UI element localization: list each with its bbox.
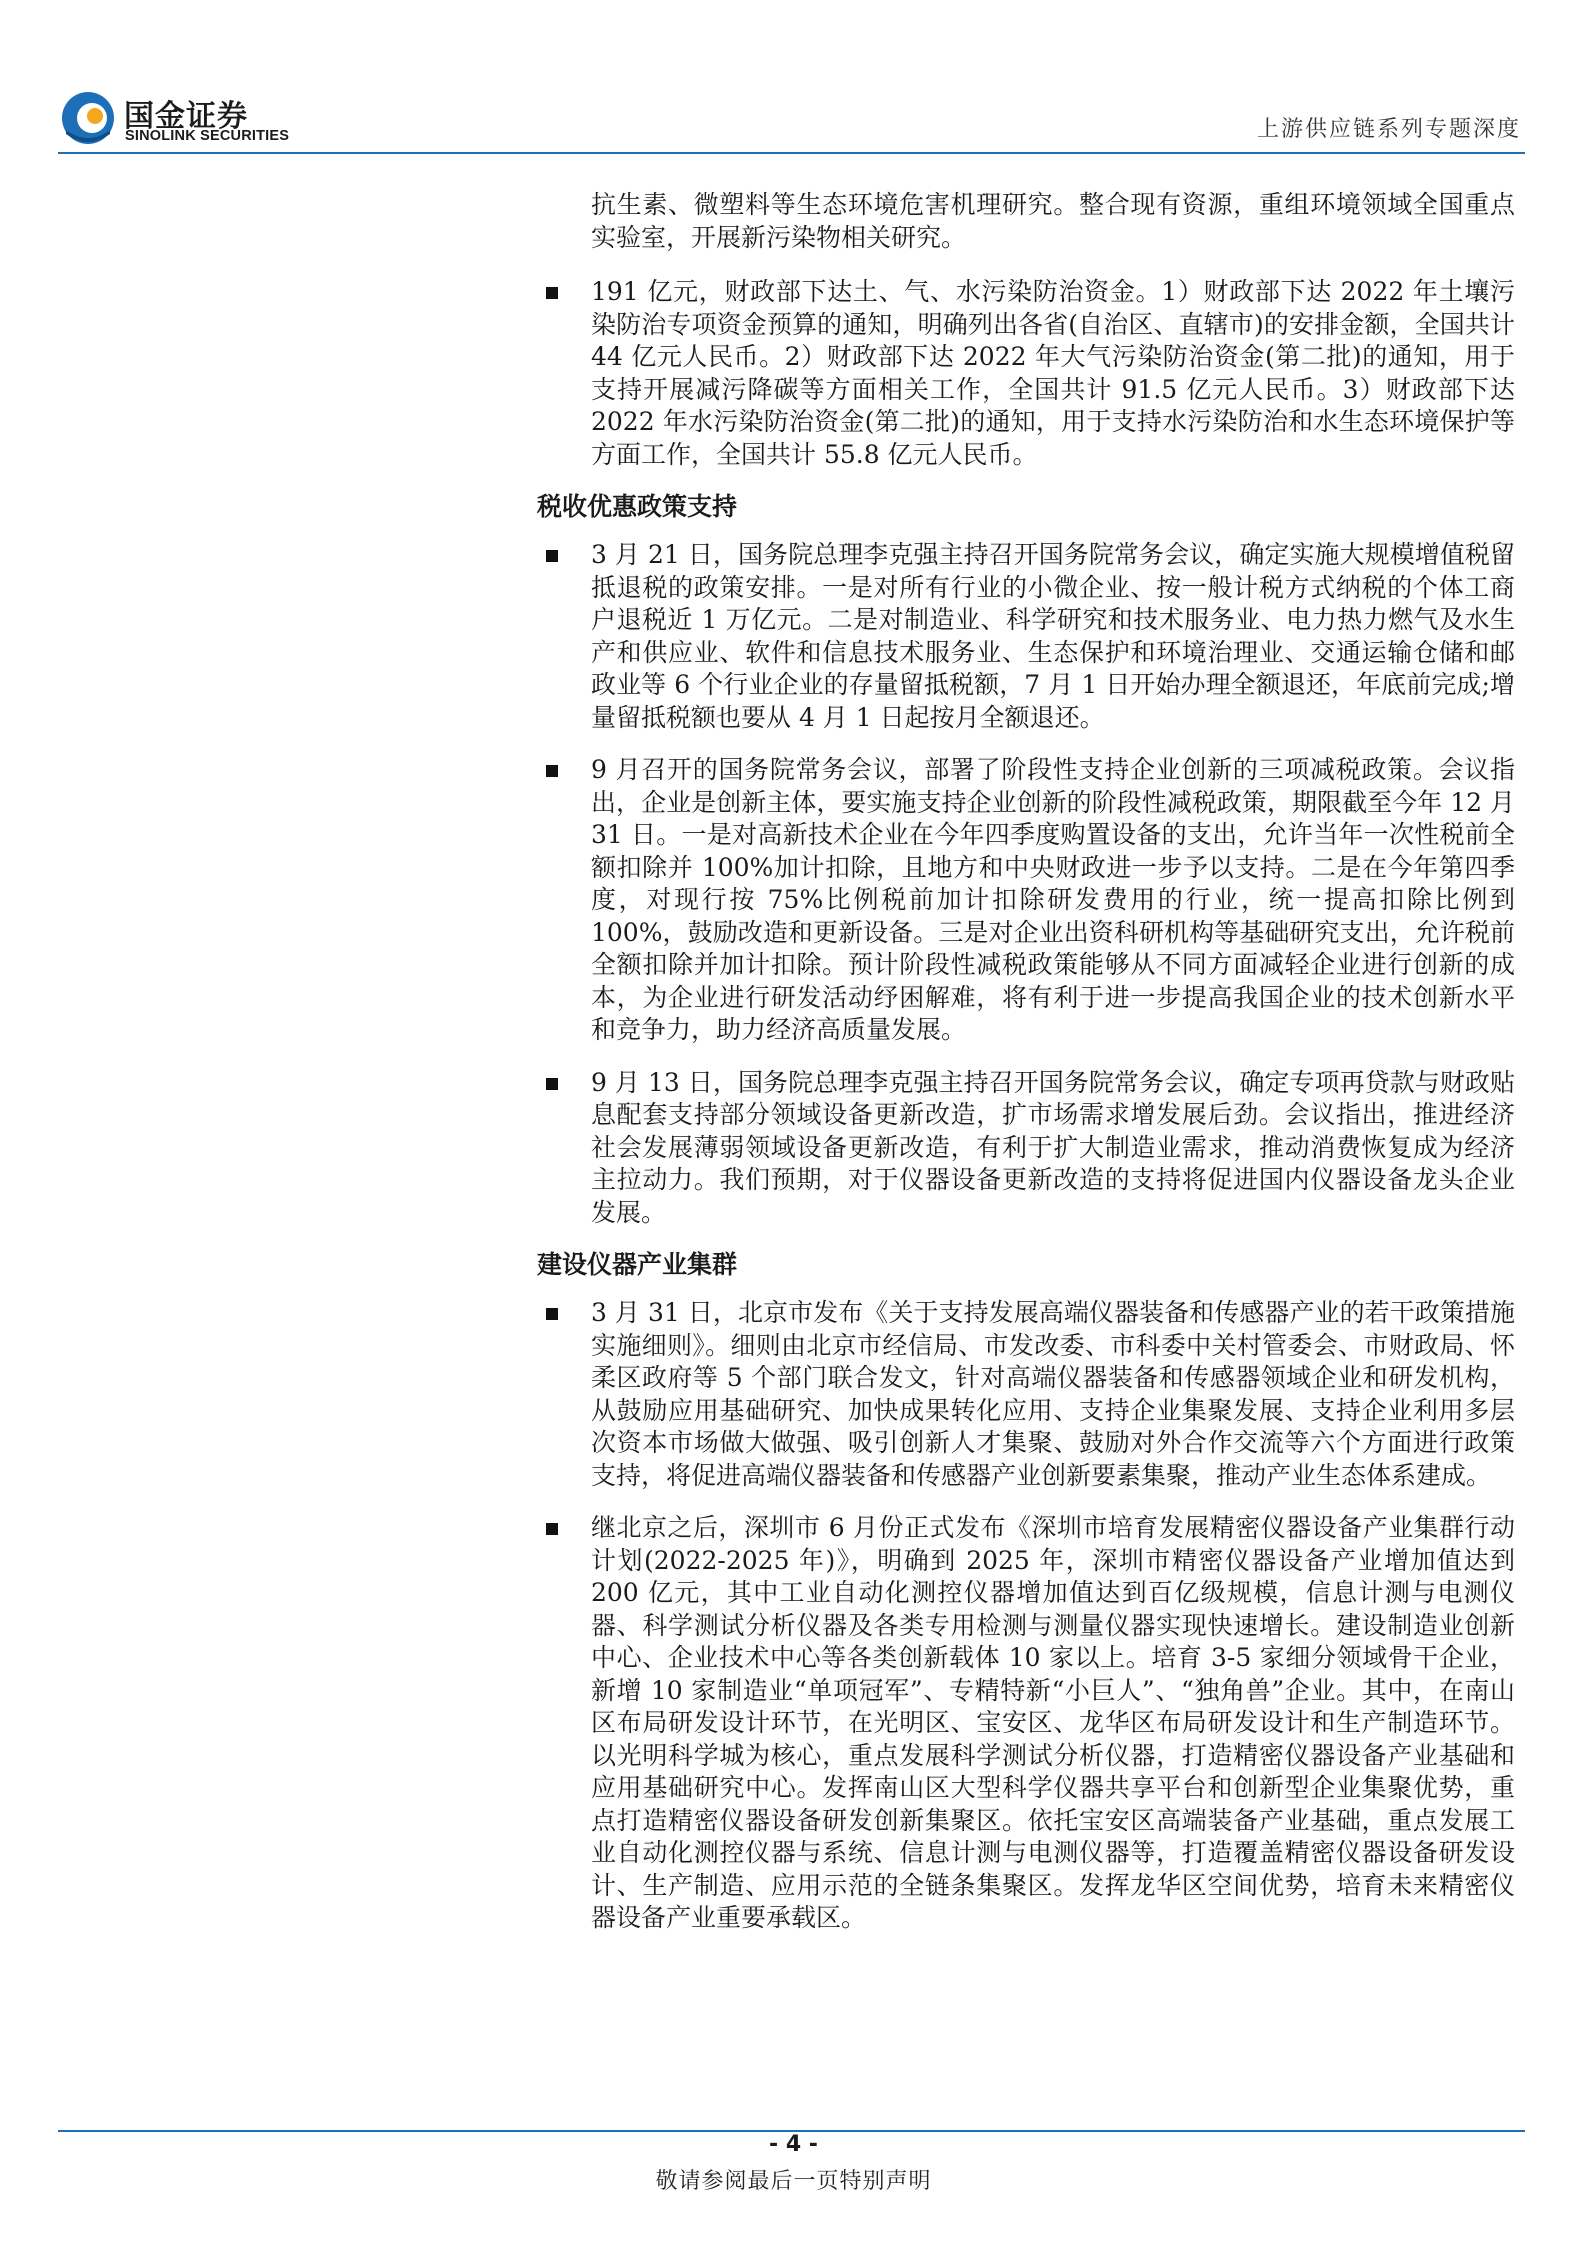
bullet-square-icon [546,1078,558,1090]
bullet-square-icon [546,765,558,777]
continued-paragraph: 抗生素、微塑料等生态环境危害机理研究。整合现有资源，重组环境领域全国重点实验室，开展新污染物相关研究。 [591,190,1515,252]
bullet-square-icon [546,1308,558,1320]
list-item-text: 9 月召开的国务院常务会议，部署了阶段性支持企业创新的三项减税政策。会议指出，企业是创新主体，要实施支持企业创新的阶段性减税政策，期限截至今年 12 月 31 日。一是对高新技术企业在今年四季度购置设备的支出，允许当年一次性税前全额扣除并 100%加计扣除，且地方和中央财政进一步予以支持。二是在今年第四季度，对现行按 75%比例税前加计扣除研发费用的行业，统一提高扣除比例到 100%，鼓励改造和更新设备。三是对企业出资科研机构等基础研究支出，允许税前全额扣除并加计扣除。预计阶段性减税政策能够从不同方面减轻企业进行创新的成本，为企业进行研发活动纾困解难，将有利于进一步提高我国企业的技术创新水平和竞争力，助力经济高质量发展。 [591,755,1515,1044]
list-item [535,1067,1515,1230]
page-header [58,88,1525,158]
sinolink-logo-icon [60,90,116,146]
list-item-text: 9 月 13 日，国务院总理李克强主持召开国务院常务会议，确定专项再贷款与财政贴息配套支持部分领域设备更新改造，扩市场需求增发展后劲。会议指出，推进经济社会发展薄弱领域设备更新改造，有利于扩大制造业需求，推动消费恢复成为经济主拉动力。我们预期，对于仪器设备更新改造的支持将促进国内仪器设备龙头企业发展。 [591,1067,1515,1227]
report-body [535,188,1515,1935]
page-number: - 4 - [769,2132,818,2157]
section-heading-cluster: 建设仪器产业集群 [537,1250,738,1279]
section-heading-tax: 税收优惠政策支持 [537,492,738,521]
company-logo [60,90,290,148]
logo-english-name: SINOLINK SECURITIES [125,128,290,144]
list-item-text: 191 亿元，财政部下达土、气、水污染防治资金。1）财政部下达 2022 年土壤污染防治专项资金预算的通知，明确列出各省(自治区、直辖市)的安排金额，全国共计 44 亿元人民币。2）财政部下达 2022 年大气污染防治资金(第二批)的通知，用于支持开展减污降碳等方面相关工作，全国共计 91.5 亿元人民币。3）财政部下达 2022 年水污染防治资金(第二批)的通知，用于支持水污染防治和水生态环境保护等方面工作，全国共计 55.8 亿元人民币。 [591,277,1515,469]
logo-chinese-name: 国金证券 [124,99,248,134]
report-series-title: 上游供应链系列专题深度 [1256,117,1521,142]
bullet-square-icon [546,287,558,299]
list-item [535,539,1515,734]
bullet-square-icon [546,550,558,562]
list-item-text: 3 月 21 日，国务院总理李克强主持召开国务院常务会议，确定实施大规模增值税留抵退税的政策安排。一是对所有行业的小微企业、按一般计税方式纳税的个体工商户退税近 1 万亿元。二是对制造业、科学研究和技术服务业、电力热力燃气及水生产和供应业、软件和信息技术服务业、生态保护和环境治理业、交通运输仓储和邮政业等 6 个行业企业的存量留抵税额，7 月 1 日开始办理全额退还，年底前完成;增量留抵税额也要从 4 月 1 日起按月全额退还。 [591,540,1515,732]
list-item-text: 3 月 31 日，北京市发布《关于支持发展高端仪器装备和传感器产业的若干政策措施实施细则》。细则由北京市经信局、市发改委、市科委中关村管委会、市财政局、怀柔区政府等 5 个部门联合发文，针对高端仪器装备和传感器领域企业和研发机构，从鼓励应用基础研究、加快成果转化应用、支持企业集聚发展、支持企业利用多层次资本市场做大做强、吸引创新人才集聚、鼓励对外合作交流等六个方面进行政策支持，将促进高端仪器装备和传感器产业创新要素集聚，推动产业生态体系建成。 [591,1298,1515,1490]
footer-disclaimer: 敬请参阅最后一页特别声明 [655,2169,932,2194]
header-divider [58,152,1525,154]
list-item [535,1512,1515,1935]
list-item [535,276,1515,471]
list-item [535,754,1515,1047]
list-item [535,1297,1515,1492]
list-item-text: 继北京之后，深圳市 6 月份正式发布《深圳市培育发展精密仪器设备产业集群行动计划(2022-2025 年)》，明确到 2025 年，深圳市精密仪器设备产业增加值达到 200 亿元，其中工业自动化测控仪器增加值达到百亿级规模，信息计测与电测仪器、科学测试分析仪器及各类专用检测与测量仪器实现快速增长。建设制造业创新中心、企业技术中心等各类创新载体 10 家以上。培育 3-5 家细分领域骨干企业，新增 10 家制造业“单项冠军”、专精特新“小巨人”、“独角兽”企业。其中，在南山区布局研发设计环节，在光明区、宝安区、龙华区布局研发设计和生产制造环节。以光明科学城为核心，重点发展科学测试分析仪器，打造精密仪器设备产业基础和应用基础研究中心。发挥南山区大型科学仪器共享平台和创新型企业集聚优势，重点打造精密仪器设备研发创新集聚区。依托宝安区高端装备产业基础，重点发展工业自动化测控仪器与系统、信息计测与电测仪器等，打造覆盖精密仪器设备研发设计、生产制造、应用示范的全链条集聚区。发挥龙华区空间优势，培育未来精密仪器设备产业重要承载区。 [591,1513,1515,1932]
bullet-square-icon [546,1523,558,1535]
